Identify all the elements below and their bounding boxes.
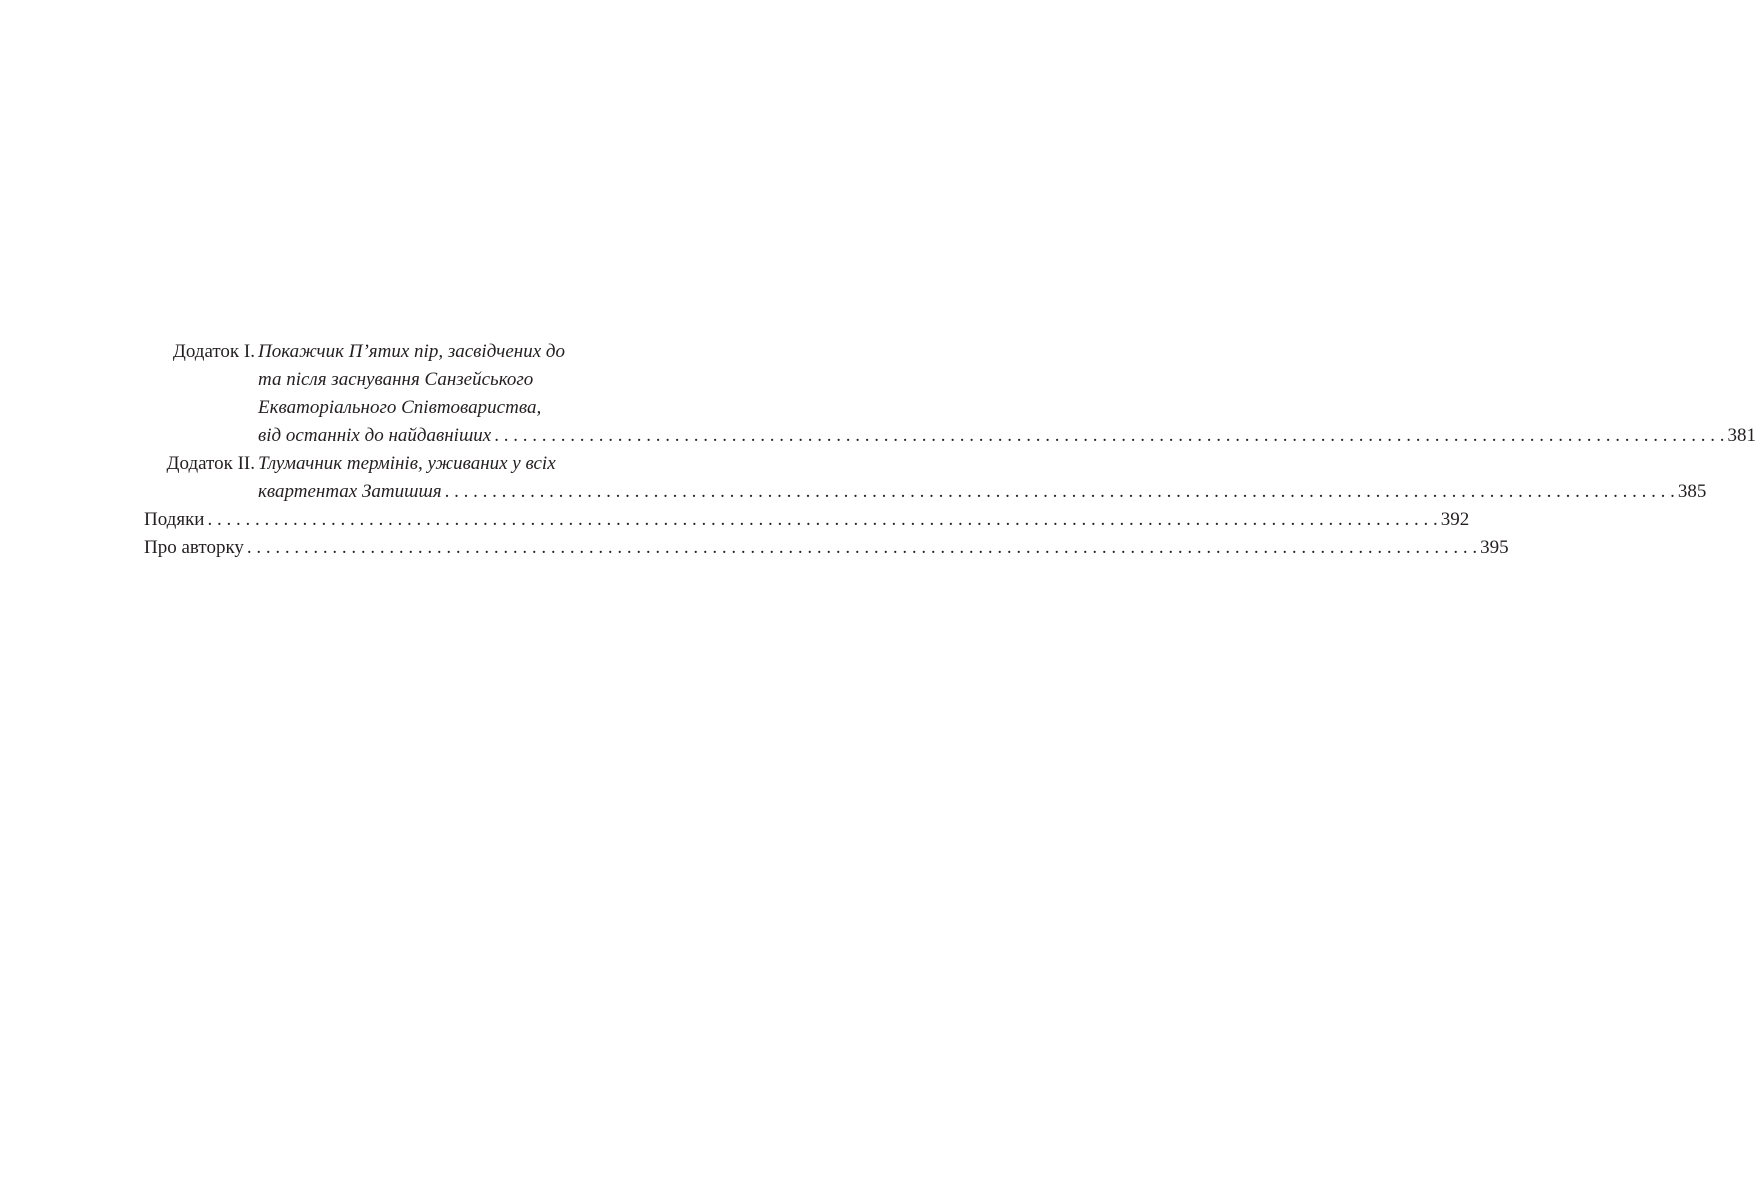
toc-entry-appendix-2[interactable] bbox=[144, 450, 1707, 506]
toc-title-last-line bbox=[258, 422, 1756, 450]
toc-entry-label: Додаток І. bbox=[172, 341, 255, 362]
toc-entry-title: Про авторку bbox=[144, 537, 244, 558]
toc-title-line: Тлумачник термінів, уживаних у всіх bbox=[258, 453, 556, 474]
toc-page-number: 392 bbox=[1440, 509, 1470, 530]
toc-title-last-line bbox=[258, 478, 1706, 506]
toc-entry-title bbox=[255, 338, 1756, 450]
toc-title-line: Покажчик П’ятих пір, засвідчених до bbox=[258, 341, 566, 362]
toc-entry-appendix-1[interactable] bbox=[144, 338, 1756, 450]
toc-page-number: 395 bbox=[1480, 537, 1509, 558]
toc-title-line: від останніх до найдавніших bbox=[258, 425, 492, 446]
toc-entry-title: Подяки bbox=[144, 509, 205, 530]
dot-leader bbox=[204, 506, 1440, 534]
dot-leader bbox=[244, 534, 1480, 562]
toc-entry-title bbox=[255, 450, 1706, 506]
toc-page-number: 385 bbox=[1677, 481, 1707, 502]
dot-leader bbox=[491, 422, 1727, 450]
toc-entry-label: Додаток ІІ. bbox=[166, 453, 255, 474]
toc-page-number: 381 bbox=[1727, 425, 1756, 446]
toc-title-line: та після заснування Санзейського bbox=[258, 369, 534, 390]
toc-entry-acknowledgements[interactable] bbox=[144, 506, 1470, 534]
toc-title-line: Екваторіального Співтовариства, bbox=[258, 397, 542, 418]
table-of-contents bbox=[144, 338, 1756, 562]
toc-entry-about-author[interactable] bbox=[144, 534, 1509, 562]
toc-title-line: квартентах Затишшя bbox=[258, 481, 442, 502]
dot-leader bbox=[442, 478, 1678, 506]
